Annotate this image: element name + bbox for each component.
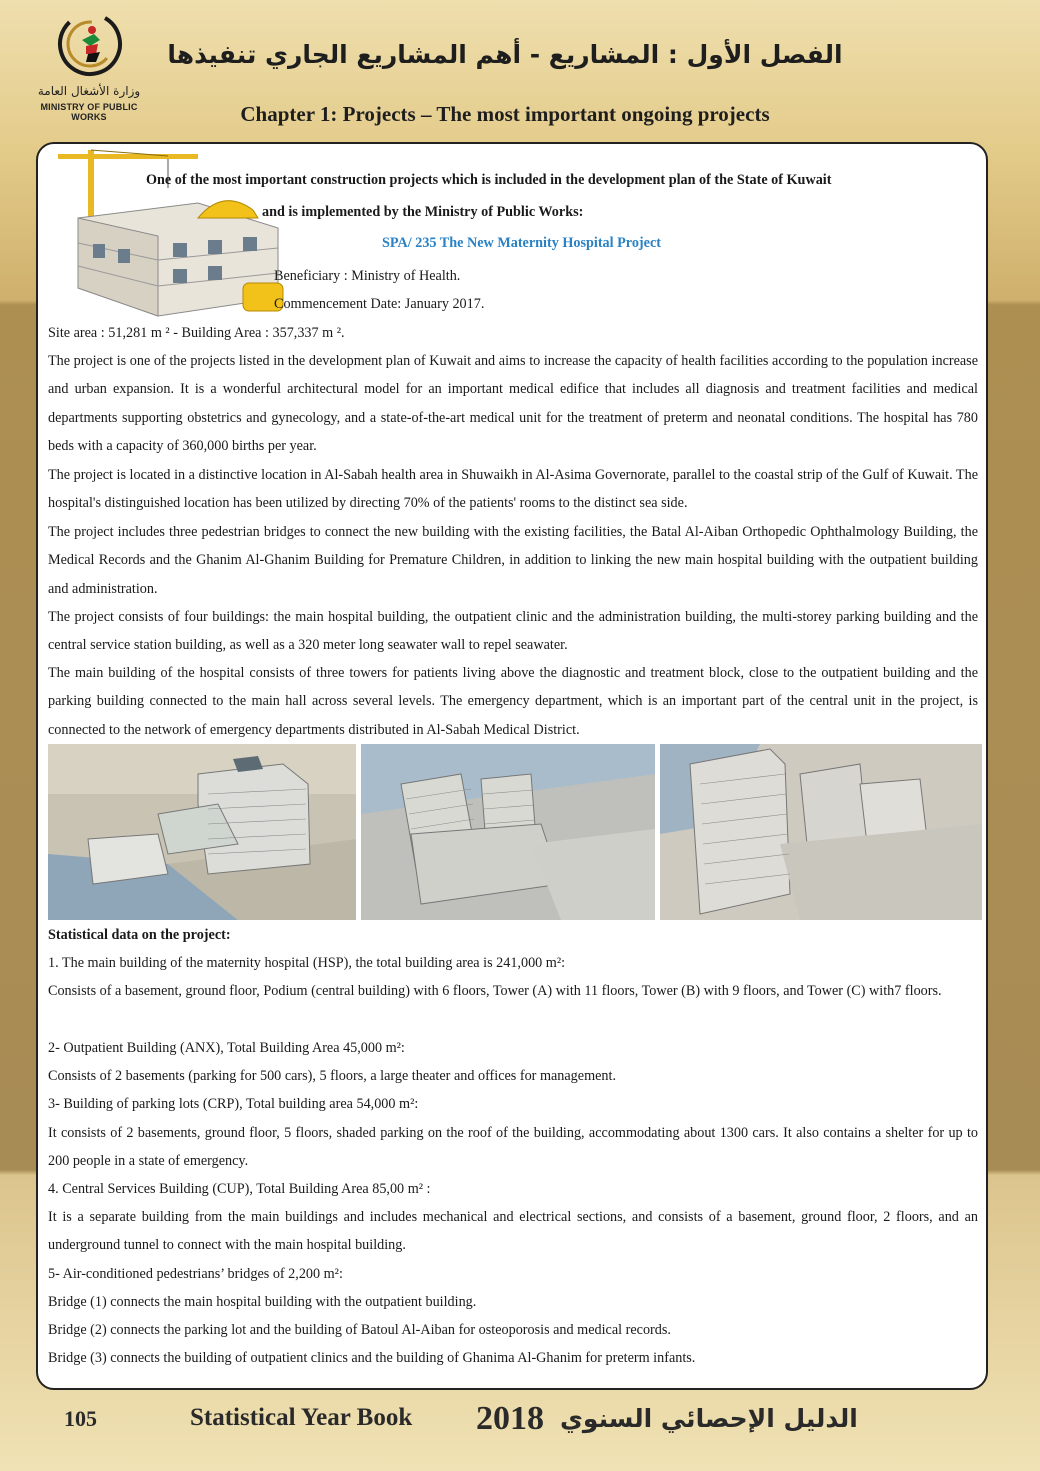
bridge-1: Bridge (1) connects the main hospital building with the outpatient building. xyxy=(48,1294,477,1310)
paragraph-purpose: The project is one of the projects listed in the development plan of Kuwait and aims to increase the capacity of health facilities according to the population increase and urban expansion. It is a wonderful architectural model for an important medical edifice that includes all diagnosis and treatment facilities and medical departments supporting obstetrics and gynecology, and a state-of-the-art medical unit for the treatment of preterm and neonatal conditions. The hospital has 780 beds with a capacity of 360,000 births per year. xyxy=(48,353,978,455)
hospital-rendering-3 xyxy=(660,744,982,920)
intro-line-2: and is implemented by the Ministry of Public Works: xyxy=(262,204,584,220)
bridge-3: Bridge (3) connects the building of outpatient clinics and the building of Ghanima Al-Ghanim for preterm infants. xyxy=(48,1350,696,1366)
stats-item-1-title: 1. The main building of the maternity hospital (HSP), the total building area is 241,000 m²: xyxy=(48,955,566,971)
hospital-rendering-1 xyxy=(48,744,356,920)
footer-book-title-english: Statistical Year Book xyxy=(190,1404,413,1431)
page-number: 105 xyxy=(64,1406,97,1431)
stats-item-2-title: 2- Outpatient Building (ANX), Total Building Area 45,000 m²: xyxy=(48,1040,405,1056)
chapter-title-english: Chapter 1: Projects – The most important ongoing projects xyxy=(240,102,770,126)
bridge-2: Bridge (2) connects the parking lot and the building of Batoul Al-Aiban for osteoporosis and medical records. xyxy=(48,1322,671,1338)
paragraph-buildings: The project consists of four buildings: the main hospital building, the outpatient clinic and the administration building, the multi-storey parking building and the central service station building, as well as a 320 meter long seawater wall to repel seawater. xyxy=(48,609,978,654)
stats-item-4-body: It is a separate building from the main buildings and includes mechanical and electrical sections, and consists of a basement, ground floor, 2 floors, and an underground tunnel to connect with the main hospital building. xyxy=(48,1209,978,1254)
beneficiary: Beneficiary : Ministry of Health. xyxy=(274,268,461,284)
stats-item-1-body: Consists of a basement, ground floor, Podium (central building) with 6 floors, Tower (A) with 11 floors, Tower (B) with 9 floors, and Tower (C) with7 floors. xyxy=(48,983,942,999)
site-area: Site area : 51,281 m ² - Building Area : 357,337 m ². xyxy=(48,325,345,341)
stats-item-2-body: Consists of 2 basements (parking for 500 cars), 5 floors, a large theater and offices for management. xyxy=(48,1068,616,1084)
ministry-logo xyxy=(24,10,154,128)
commencement-date: Commencement Date: January 2017. xyxy=(274,296,485,312)
logo-english-text: MINISTRY OF PUBLIC WORKS xyxy=(40,102,138,122)
stats-item-3-title: 3- Building of parking lots (CRP), Total building area 54,000 m²: xyxy=(48,1096,419,1112)
paragraph-main-building: The main building of the hospital consists of three towers for patients living above the diagnostic and treatment block, close to the outpatient building and the parking building connected to the main hall across several levels. The emergency department, which is an important part of the central unit in the project, is connected to the network of emergency departments distributed in Al-Sabah Medical District. xyxy=(48,665,978,738)
content-panel xyxy=(36,142,988,1390)
hospital-rendering-2 xyxy=(361,744,655,920)
paragraph-location: The project is located in a distinctive location in Al-Sabah health area in Shuwaikh in Al-Asima Governorate, parallel to the coastal strip of the Gulf of Kuwait. The hospital's distinguished location has been utilized by directing 70% of the patients' rooms to the distinct sea side. xyxy=(48,467,978,512)
ministry-emblem-icon xyxy=(56,10,124,78)
chapter-title-arabic: الفصل الأول : المشاريع - أهم المشاريع الجاري تنفيذها xyxy=(167,40,843,69)
stats-item-4-title: 4. Central Services Building (CUP), Total Building Area 85,00 m² : xyxy=(48,1181,431,1197)
stats-heading: Statistical data on the project: xyxy=(48,927,231,943)
stats-item-3-body: It consists of 2 basements, ground floor, 5 floors, shaded parking on the roof of the building, accommodating about 1300 cars. It also contains a shelter for up to 200 people in a state of emergency. xyxy=(48,1125,978,1170)
logo-arabic-text: وزارة الأشغال العامة xyxy=(37,84,141,98)
paragraph-bridges: The project includes three pedestrian bridges to connect the new building with the existing facilities, the Batal Al-Aiban Orthopedic Ophthalmology Building, the Medical Records and the Ghanim Al-Ghanim Building for Premature Children, in addition to linking the new main hospital building with the outpatient building and administration. xyxy=(48,524,978,597)
project-title: SPA/ 235 The New Maternity Hospital Project xyxy=(382,235,661,251)
footer-book-title-arabic: الدليل الإحصائي السنوي xyxy=(560,1404,858,1433)
footer-year: 2018 xyxy=(476,1400,544,1437)
intro-line-1: One of the most important construction projects which is included in the development plan of the State of Kuwait xyxy=(146,172,832,188)
stats-item-5-title: 5- Air-conditioned pedestrians’ bridges of 2,200 m²: xyxy=(48,1266,343,1282)
